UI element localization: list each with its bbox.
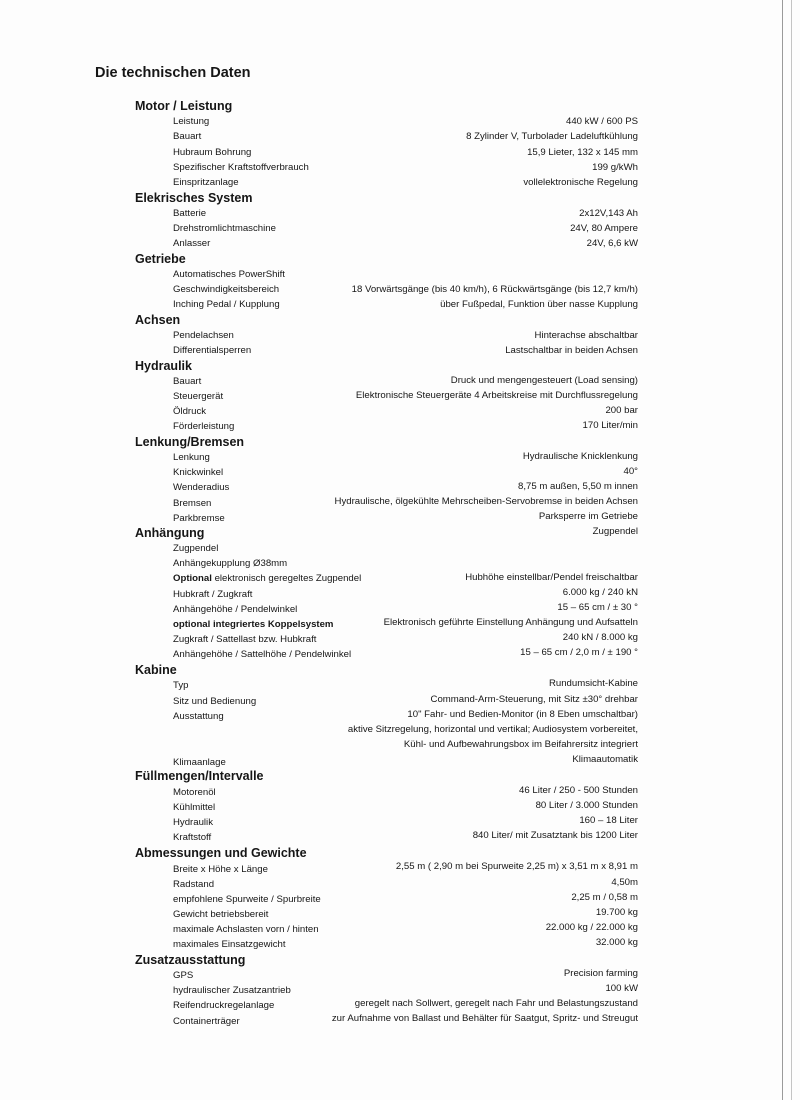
row-label: Reifendruckregelanlage	[173, 1000, 275, 1011]
row-value: 440 kW / 600 PS	[566, 116, 638, 127]
row-value: 2,25 m / 0,58 m	[571, 892, 638, 903]
row-label: Anhängekupplung Ø38mm	[173, 558, 288, 569]
row-value: 840 Liter/ mit Zusatztank bis 1200 Liter	[472, 830, 638, 841]
row-label: Anhängehöhe / Sattelhöhe / Pendelwinkel	[173, 649, 352, 660]
row-value: 2x12V,143 Ah	[579, 208, 638, 219]
section-title-motor: Motor / Leistung	[135, 99, 233, 113]
row-label: Leistung	[173, 116, 210, 127]
row-value: 4,50m	[611, 877, 638, 888]
row-value: 199 g/kWh	[592, 162, 638, 173]
section-title-anhaengung: Anhängung	[135, 526, 205, 540]
row-value: zur Aufnahme von Ballast und Behälter für Saatgut, Spritz- und Streugut	[331, 1013, 638, 1024]
row-label: Wenderadius	[173, 482, 230, 493]
row-value: 24V, 80 Ampere	[570, 223, 638, 234]
row-value: Klimaautomatik	[572, 754, 638, 765]
row-value: Hydraulische, ölgekühlte Mehrscheiben-Servobremse in beiden Achsen	[334, 496, 638, 507]
row-label: Anlasser	[173, 238, 211, 249]
row-label: Geschwindigkeitsbereich	[173, 284, 280, 295]
row-value: 6.000 kg / 240 kN	[562, 587, 638, 598]
row-label: Drehstromlichtmaschine	[173, 223, 276, 234]
row-label: maximale Achslasten vorn / hinten	[173, 924, 319, 935]
row-value-continued: Kühl- und Aufbewahrungsbox im Beifahrersitz integriert	[403, 739, 638, 750]
row-label: Bremsen	[173, 498, 212, 509]
row-label: Radstand	[173, 879, 215, 890]
row-label: Inching Pedal / Kupplung	[173, 299, 280, 310]
row-label: maximales Einsatzgewicht	[173, 939, 286, 950]
row-label-optional	[173, 619, 333, 631]
section-title-abmessungen: Abmessungen und Gewichte	[135, 846, 307, 860]
row-value: Lastschaltbar in beiden Achsen	[505, 345, 638, 356]
section-title-fuellmengen: Füllmengen/Intervalle	[135, 769, 264, 783]
row-value: 15 – 65 cm / ± 30 °	[557, 602, 638, 613]
row-label: Parkbremse	[173, 513, 225, 524]
row-label: Pendelachsen	[173, 330, 234, 341]
row-value: über Fußpedal, Funktion über nasse Kupplung	[440, 299, 638, 310]
row-label: Bauart	[173, 131, 202, 142]
row-value: 8,75 m außen, 5,50 m innen	[518, 481, 638, 492]
row-value-continued: aktive Sitzregelung, horizontal und vertikal; Audiosystem vorbereitet,	[347, 724, 638, 735]
row-value: 200 bar	[605, 405, 638, 416]
row-label-text: elektronisch geregeltes Zugpendel	[211, 573, 362, 584]
row-value: Parksperre im Getriebe	[538, 511, 638, 522]
row-label-optional	[173, 573, 361, 585]
section-title-lenkung: Lenkung/Bremsen	[135, 435, 245, 449]
row-label: Gewicht betriebsbereit	[173, 909, 269, 920]
row-label: Steuergerät	[173, 391, 224, 402]
row-label: Containerträger	[173, 1016, 240, 1027]
row-label: Zugpendel	[173, 543, 219, 554]
row-value: 22.000 kg / 22.000 kg	[545, 922, 638, 933]
row-label: Automatisches PowerShift	[173, 269, 285, 280]
row-value: 15,9 Lieter, 132 x 145 mm	[527, 147, 638, 158]
row-label: Kraftstoff	[173, 832, 212, 843]
row-label: Kühlmittel	[173, 802, 216, 813]
row-label: Batterie	[173, 208, 207, 219]
row-label: Ausstattung	[173, 711, 224, 722]
row-value: Hinterachse abschaltbar	[534, 330, 638, 341]
section-title-zusatz: Zusatzausstattung	[135, 953, 246, 967]
row-label: empfohlene Spurweite / Spurbreite	[173, 894, 321, 905]
row-value: Command-Arm-Steuerung, mit Sitz ±30° drehbar	[430, 694, 638, 705]
row-value: vollelektronische Regelung	[523, 177, 638, 188]
row-value: 19.700 kg	[595, 907, 638, 918]
row-value: 24V, 6,6 kW	[586, 238, 638, 249]
row-label: Breite x Höhe x Länge	[173, 864, 268, 875]
optional-flag: Optional	[173, 573, 212, 584]
row-value: Hydraulische Knicklenkung	[522, 451, 638, 462]
row-label: Motorenöl	[173, 787, 216, 798]
row-label: Lenkung	[173, 452, 210, 463]
row-value: Precision farming	[563, 968, 638, 979]
section-title-achsen: Achsen	[135, 313, 181, 327]
row-value: 46 Liter / 250 - 500 Stunden	[519, 785, 638, 796]
row-value: Elektronische Steuergeräte 4 Arbeitskreise mit Durchflussregelung	[355, 390, 638, 401]
row-value: Hubhöhe einstellbar/Pendel freischaltbar	[465, 572, 638, 583]
row-label: Sitz und Bedienung	[173, 696, 257, 707]
row-value: 160 – 18 Liter	[579, 815, 638, 826]
section-title-value: Zugpendel	[592, 526, 638, 537]
row-value: 10" Fahr- und Bedien-Monitor (in 8 Eben umschaltbar)	[407, 709, 638, 720]
row-value: 170 Liter/min	[582, 420, 638, 431]
row-label: Förderleistung	[173, 421, 235, 432]
row-value: 80 Liter / 3.000 Stunden	[535, 800, 638, 811]
row-label: Hubkraft / Zugkraft	[173, 589, 253, 600]
row-value: geregelt nach Sollwert, geregelt nach Fahr und Belastungszustand	[354, 998, 638, 1009]
row-label: Differentialsperren	[173, 345, 252, 356]
row-value: 2,55 m ( 2,90 m bei Spurweite 2,25 m) x 3,51 m x 8,91 m	[395, 861, 638, 872]
row-label: hydraulischer Zusatzantrieb	[173, 985, 291, 996]
scan-edge-line	[791, 0, 792, 1100]
section-title-elektrik: Elekrisches System	[135, 191, 253, 205]
row-label: Zugkraft / Sattellast bzw. Hubkraft	[173, 634, 317, 645]
row-value: 100 kW	[605, 983, 638, 994]
page-title: Die technischen Daten	[95, 65, 251, 81]
row-label: Knickwinkel	[173, 467, 224, 478]
row-value: Elektronisch geführte Einstellung Anhängung und Aufsatteln	[383, 617, 638, 628]
row-label: Klimaanlage	[173, 757, 226, 768]
row-label: Spezifischer Kraftstoffverbrauch	[173, 162, 309, 173]
section-title-getriebe: Getriebe	[135, 252, 186, 266]
row-value: 40°	[623, 466, 638, 477]
optional-flag: optional integriertes Koppelsystem	[173, 619, 334, 630]
section-title-kabine: Kabine	[135, 663, 177, 677]
row-label: GPS	[173, 970, 194, 981]
row-value: 18 Vorwärtsgänge (bis 40 km/h), 6 Rückwärtsgänge (bis 12,7 km/h)	[351, 284, 638, 295]
row-value: 15 – 65 cm / 2,0 m / ± 190 °	[520, 647, 638, 658]
row-label: Öldruck	[173, 406, 207, 417]
row-value: Druck und mengengesteuert (Load sensing)	[450, 375, 638, 386]
row-label: Typ	[173, 680, 189, 691]
row-value: Rundumsicht-Kabine	[548, 678, 638, 689]
section-title-hydraulik: Hydraulik	[135, 359, 192, 373]
row-value: 240 kN / 8.000 kg	[562, 632, 638, 643]
row-label: Bauart	[173, 376, 202, 387]
row-label: Hubraum Bohrung	[173, 147, 252, 158]
row-label: Anhängehöhe / Pendelwinkel	[173, 604, 298, 615]
row-value: 32.000 kg	[595, 937, 638, 948]
row-label: Hydraulik	[173, 817, 213, 828]
row-value: 8 Zylinder V, Turbolader Ladeluftkühlung	[466, 131, 638, 142]
scan-edge-line	[782, 0, 783, 1100]
row-label: Einspritzanlage	[173, 177, 239, 188]
